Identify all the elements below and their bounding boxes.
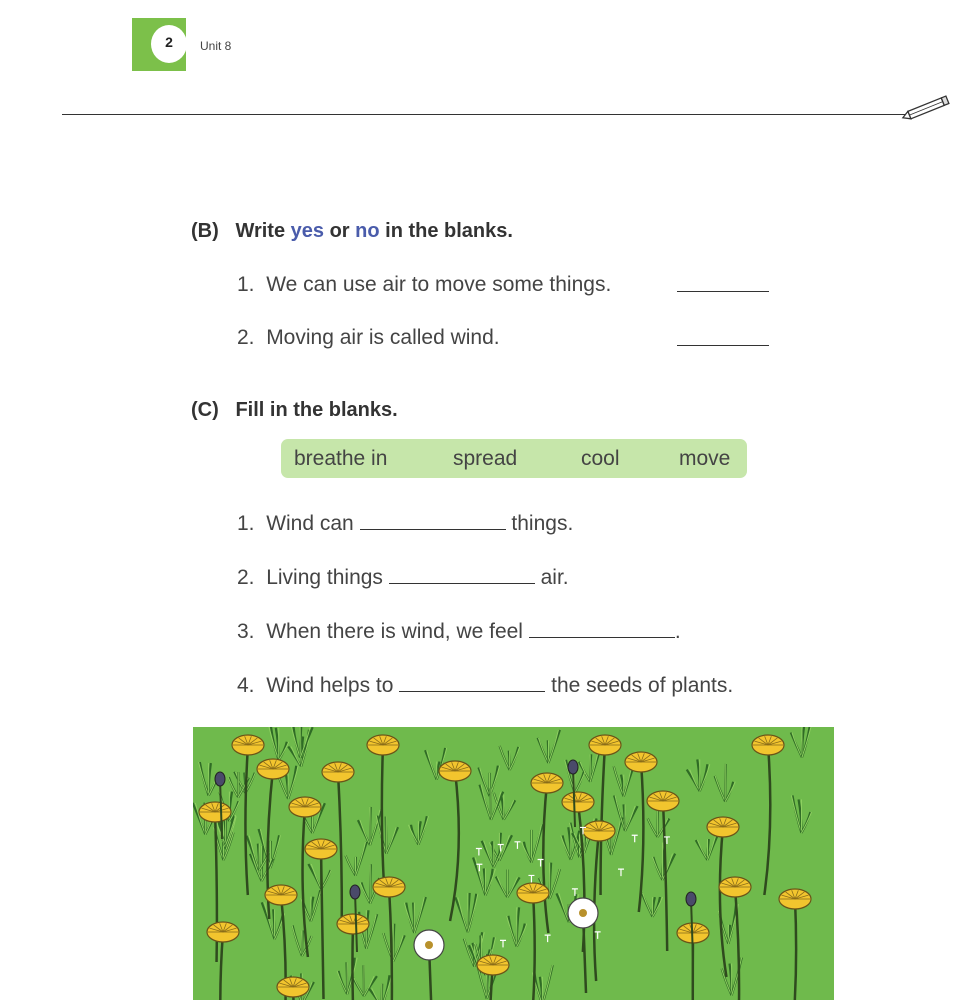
word-bank-item: breathe in (294, 447, 388, 470)
grass-blade-highlight (625, 806, 635, 831)
grass-blade-highlight (292, 925, 302, 956)
word-bank-item: spread (453, 447, 518, 470)
grass-blade (411, 825, 418, 845)
grass-blade-highlight (652, 857, 662, 880)
floating-seed (618, 869, 624, 876)
header-rule (62, 114, 910, 115)
dandelion-stem (764, 745, 770, 895)
answer-blank-c1[interactable] (360, 511, 506, 530)
grass-blade-highlight (386, 827, 396, 853)
answer-blank-c3[interactable] (529, 619, 675, 638)
question-number: 3. (237, 620, 255, 643)
dandelion-stem (720, 827, 727, 977)
grass-blade-highlight (532, 824, 542, 862)
dandelion-bud (350, 885, 360, 899)
dandelion-bud (686, 892, 696, 906)
seed-head-center (425, 941, 433, 949)
floating-seed (514, 842, 520, 849)
section-b-heading (191, 220, 513, 243)
grass-blade-highlight (360, 820, 370, 845)
section-c-heading (191, 399, 398, 422)
dandelion-stem (382, 745, 385, 895)
word-bank-item: cool (581, 447, 620, 470)
section-b-question-2 (237, 326, 500, 350)
bud-stem (691, 899, 693, 959)
grass-blade (700, 764, 708, 791)
section-b-or: or (329, 220, 350, 242)
question-text-before: Living things (266, 566, 383, 589)
grass-blade-highlight (279, 742, 289, 760)
grass-blade-highlight (697, 840, 707, 860)
question-number: 1. (237, 273, 255, 296)
grass-blade-highlight (393, 935, 403, 961)
dandelion-stem (639, 762, 644, 912)
dandelion-stem (338, 772, 342, 922)
question-text-after: . (674, 620, 681, 643)
dandelion-stem (530, 893, 535, 1000)
section-c-title: Fill in the blanks. (235, 399, 398, 421)
floating-seed (500, 940, 506, 947)
floating-seed (572, 889, 578, 896)
question-number: 2. (237, 566, 255, 589)
grass-blade-highlight (337, 971, 347, 994)
page-number: 2 (165, 34, 173, 50)
grass-blade-highlight (548, 730, 558, 763)
question-text-after: things. (511, 512, 574, 535)
grass-blade-highlight (648, 818, 658, 837)
grass-blade-highlight (643, 893, 653, 917)
grass-blade-highlight (497, 877, 507, 898)
unit-label: Unit 8 (200, 39, 232, 53)
answer-blank-c4[interactable] (399, 673, 545, 692)
grass-blade-highlight (575, 772, 585, 793)
grass-blade-highlight (356, 842, 366, 876)
grass-blade-highlight (522, 842, 532, 863)
seed-head-center (579, 909, 587, 917)
grass-blade-highlight (354, 978, 364, 996)
grass-blade-highlight (507, 916, 517, 947)
section-b-yes: yes (290, 220, 325, 242)
dandelion-stem (450, 771, 459, 921)
pencil-icon (900, 95, 954, 121)
floating-seed (595, 932, 601, 939)
question-text-after: air. (540, 566, 569, 589)
answer-blank-c2[interactable] (389, 565, 535, 584)
question-text: We can use air to move some things. (266, 273, 612, 296)
word-bank-item: move (679, 447, 731, 470)
question-text-before: Wind can (266, 512, 354, 535)
grass-blade-highlight (427, 750, 437, 779)
question-number: 2. (237, 326, 255, 349)
dandelion-stem (245, 745, 248, 895)
meadow-drawing (193, 727, 834, 1000)
bud-stem (355, 892, 357, 952)
grass-blade (485, 869, 492, 896)
grass-blade-highlight (288, 766, 298, 799)
grass-blade-highlight (542, 965, 552, 1000)
grass-blade-highlight (715, 776, 725, 802)
grass-blade-highlight (725, 782, 735, 802)
answer-blank-b2[interactable] (677, 345, 769, 346)
grass-blade (524, 842, 532, 863)
grass-blade-highlight (199, 762, 209, 796)
answer-blank-b1[interactable] (677, 291, 769, 292)
dandelion-stem (791, 899, 796, 1000)
question-number: 4. (237, 674, 255, 697)
grass-blade-highlight (458, 897, 468, 932)
question-text-before: Wind helps to (266, 674, 394, 697)
dandelion-stem (543, 783, 548, 933)
section-b-title-post: in the blanks. (385, 220, 513, 242)
grass-blade-highlight (792, 733, 802, 758)
question-text-before: When there is wind, we feel (266, 620, 523, 643)
section-c-question-2 (237, 565, 569, 590)
grass-blade-highlight (408, 825, 418, 845)
dandelion-stem (321, 849, 324, 999)
dandelion-stem (601, 745, 605, 895)
floating-seed (632, 835, 638, 842)
section-c-letter: (C) (191, 399, 219, 421)
question-text-after: the seeds of plants. (551, 674, 734, 697)
grass-blade-highlight (507, 877, 517, 897)
section-c-question-3 (237, 619, 681, 644)
question-number: 1. (237, 512, 255, 535)
grass-blade-highlight (559, 893, 569, 922)
dandelion-bud (568, 760, 578, 774)
grass-blade-highlight (360, 882, 370, 903)
grass-blade-highlight (346, 855, 356, 875)
grass-blade-highlight (414, 897, 424, 933)
section-c-question-1 (237, 511, 573, 536)
grass-blade-highlight (504, 800, 514, 819)
grass-blade-highlight (491, 792, 501, 820)
section-c-question-4 (237, 673, 733, 698)
grass-blade-highlight (485, 869, 495, 896)
floating-seed (545, 935, 551, 942)
grass-blade-highlight (311, 864, 321, 889)
question-text: Moving air is called wind. (266, 326, 500, 349)
grass-blade (728, 904, 736, 944)
section-b-question-1 (237, 273, 611, 297)
section-b-title-pre: Write (235, 220, 286, 242)
grass-blade (369, 988, 382, 1000)
section-b-no: no (355, 220, 380, 242)
grass-blade-highlight (801, 812, 811, 833)
floating-seed (476, 849, 482, 856)
dandelion-meadow-illustration (193, 727, 834, 1000)
word-bank (281, 439, 747, 478)
floating-seed (528, 875, 534, 882)
grass-blade-highlight (510, 747, 520, 770)
dandelion-bud (215, 772, 225, 786)
section-b-letter: (B) (191, 220, 219, 242)
grass-blade-highlight (700, 764, 710, 791)
grass-blade-highlight (500, 746, 510, 770)
